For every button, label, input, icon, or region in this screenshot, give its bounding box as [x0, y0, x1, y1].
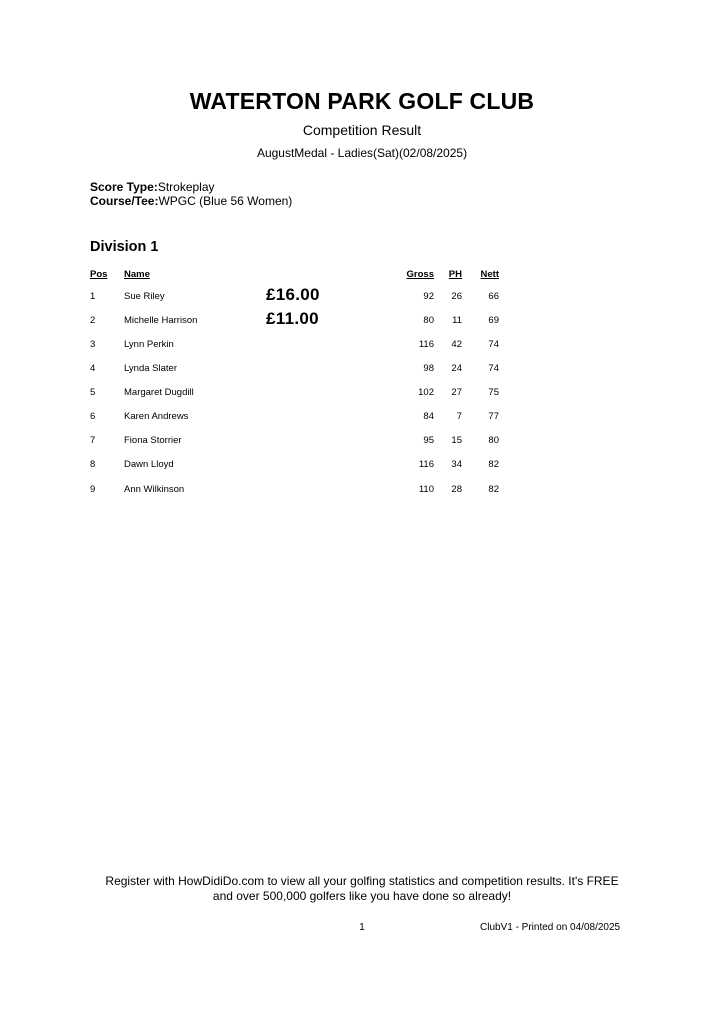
- course-tee-label: Course/Tee:: [90, 194, 159, 208]
- column-header-name: Name: [124, 269, 150, 280]
- table-row: [0, 435, 724, 459]
- row-ph: 34: [451, 459, 462, 470]
- score-type-value: Strokeplay: [157, 180, 215, 194]
- footer-note: [0, 874, 724, 904]
- row-gross: 98: [423, 363, 434, 374]
- table-row: [0, 459, 724, 483]
- row-ph: 27: [451, 387, 462, 398]
- row-nett: 74: [488, 339, 499, 350]
- row-prize: £11.00: [266, 309, 319, 328]
- table-row: [0, 411, 724, 435]
- row-name: Michelle Harrison: [124, 315, 198, 326]
- row-nett: 77: [488, 411, 499, 422]
- column-header-nett: Nett: [480, 269, 499, 280]
- course-tee-value: WPGC (Blue 56 Women): [158, 194, 293, 208]
- page-number: 1: [359, 922, 365, 933]
- footer-note-line-1: Register with HowDidiDo.com to view all your golfing statistics and competition results. It's FREE: [105, 874, 619, 888]
- score-type-label: Score Type:: [90, 180, 158, 194]
- table-row: [0, 484, 724, 508]
- table-row: [0, 285, 724, 315]
- row-gross: 102: [418, 387, 434, 398]
- footer-note-line-2: and over 500,000 golfers like you have done so already!: [212, 889, 512, 903]
- row-pos: 6: [90, 411, 96, 422]
- score-type: [90, 180, 215, 194]
- row-name: Margaret Dugdill: [124, 387, 194, 398]
- printed-info: ClubV1 - Printed on 04/08/2025: [480, 922, 621, 933]
- row-gross: 116: [418, 459, 434, 470]
- row-gross: 116: [418, 339, 434, 350]
- row-name: Sue Riley: [124, 291, 165, 302]
- row-pos: 9: [90, 484, 96, 495]
- row-name: Ann Wilkinson: [124, 484, 185, 495]
- table-row: [0, 387, 724, 411]
- row-ph: 15: [451, 435, 462, 446]
- row-nett: 82: [488, 484, 499, 495]
- row-gross: 95: [423, 435, 434, 446]
- column-header-gross: Gross: [406, 269, 434, 280]
- course-tee: [90, 194, 292, 208]
- club-title: WATERTON PARK GOLF CLUB: [189, 88, 535, 114]
- page-subtitle: Competition Result: [302, 122, 422, 138]
- row-nett: 82: [488, 459, 499, 470]
- row-ph: 11: [452, 315, 462, 326]
- row-name: Karen Andrews: [124, 411, 189, 422]
- row-ph: 28: [451, 484, 462, 495]
- row-pos: 5: [90, 387, 96, 398]
- row-pos: 2: [90, 315, 96, 326]
- competition-name: AugustMedal - Ladies(Sat)(02/08/2025): [256, 146, 468, 160]
- table-row: [0, 309, 724, 339]
- row-gross: 92: [423, 291, 434, 302]
- row-name: Fiona Storrier: [124, 435, 182, 446]
- row-ph: 7: [456, 411, 462, 422]
- column-header-ph: PH: [448, 269, 462, 280]
- row-nett: 74: [488, 363, 499, 374]
- row-nett: 69: [488, 315, 499, 326]
- row-pos: 3: [90, 339, 96, 350]
- table-row: [0, 363, 724, 387]
- row-ph: 24: [451, 363, 462, 374]
- row-ph: 26: [451, 291, 462, 302]
- row-pos: 7: [90, 435, 96, 446]
- row-name: Dawn Lloyd: [124, 459, 174, 470]
- row-nett: 75: [488, 387, 499, 398]
- row-name: Lynda Slater: [124, 363, 177, 374]
- row-ph: 42: [451, 339, 462, 350]
- row-gross: 110: [418, 484, 434, 495]
- row-nett: 80: [488, 435, 499, 446]
- division-title: Division 1: [90, 239, 159, 255]
- row-name: Lynn Perkin: [124, 339, 174, 350]
- row-gross: 84: [423, 411, 434, 422]
- table-row: [0, 339, 724, 363]
- column-header-pos: Pos: [90, 269, 108, 280]
- row-prize: £16.00: [266, 285, 320, 304]
- row-nett: 66: [488, 291, 499, 302]
- row-pos: 1: [90, 291, 96, 302]
- row-pos: 8: [90, 459, 96, 470]
- row-gross: 80: [423, 315, 434, 326]
- row-pos: 4: [90, 363, 96, 374]
